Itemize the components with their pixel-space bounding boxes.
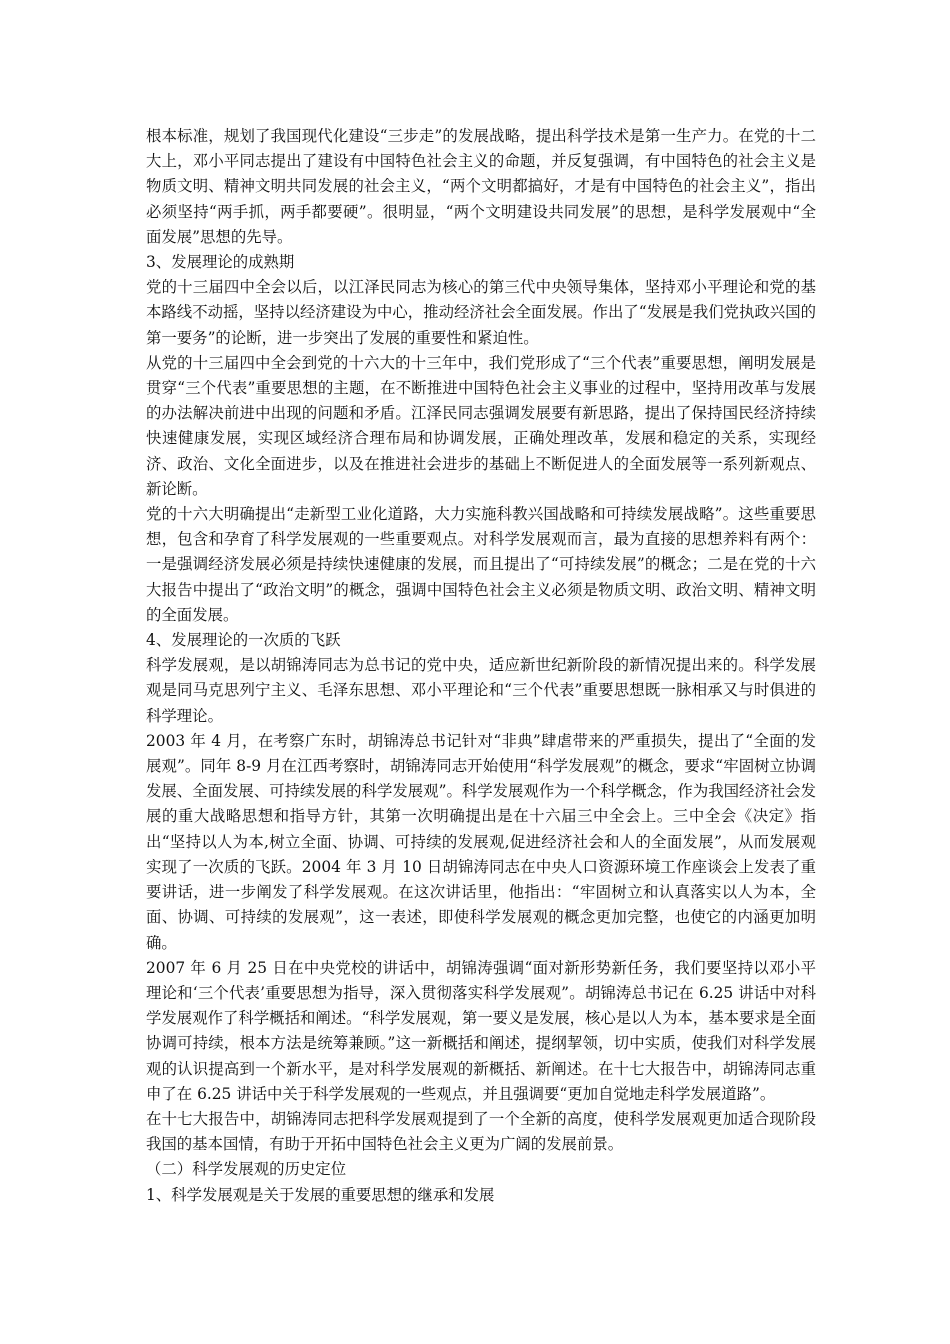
- heading-inheritance-development: 1、科学发展观是关于发展的重要思想的继承和发展: [146, 1185, 495, 1204]
- paragraph-fourth-plenum: 党的十三届四中全会以后，以江泽民同志为核心的第三代中央领导集体，坚持邓小平理论和党的基本路线不动摇，坚持以经济建设为中心，推动经济社会全面发展。作出了“发展是我们党执政兴国的第一要务”的论断，进一步突出了发展的重要性和紧迫性。: [146, 278, 816, 347]
- paragraph-2007-speech: 2007 年 6 月 25 日在中央党校的讲话中，胡锦涛强调“面对新形势新任务，我们要坚持以邓小平理论和‘三个代表’重要思想为指导，深入贯彻落实科学发展观”。胡锦涛总书记在 6.25 讲话中对科学发展观作了科学概括和阐述。“科学发展观，第一要义是发展，核心是以人为本，基本要求是全面协调可持续，根本方法是统筹兼顾。”这一新概括和阐述，提纲挈领，切中实质，使我们对科学发展观的认识提高到一个新水平，是对科学发展观的新概括、新阐述。在十七大报告中，胡锦涛同志重申了在 6.25 讲话中关于科学发展观的一些观点，并且强调要“更加自觉地走科学发展道路”。: [146, 958, 816, 1103]
- paragraph-two-civilizations: 根本标准，规划了我国现代化建设“三步走”的发展战略，提出科学技术是第一生产力。在党的十二大上，邓小平同志提出了建设有中国特色社会主义的命题，并反复强调，有中国特色的社会主义是物质文明、精神文明共同发展的社会主义，“两个文明都搞好，才是有中国特色的社会主义”，指出必须坚持“两手抓，两手都要硬”。很明显，“两个文明建设共同发展”的思想，是科学发展观中“全面发展”思想的先导。: [146, 127, 816, 246]
- paragraph-2003-2004-history: 2003 年 4 月，在考察广东时，胡锦涛总书记针对“非典”肆虐带来的严重损失，提出了“全面的发展观”。同年 8-9 月在江西考察时，胡锦涛同志开始使用“科学发展观”的概念，要求“牢固树立协调发展、全面发展、可持续发展的科学发展观”。科学发展观作为一个科学概念，作为我国经济社会发展的重大战略思想和指导方针，其第一次明确提出是在十六届三中全会上。三中全会《决定》指出“坚持以人为本,树立全面、协调、可持续的发展观,促进经济社会和人的全面发展”，从而发展观实现了一次质的飞跃。2004 年 3 月 10 日胡锦涛同志在中央人口资源环境工作座谈会上发表了重要讲话，进一步阐发了科学发展观。在这次讲话里，他指出：“牢固树立和认真落实以人为本，全面、协调、可持续的发展观”，这一表述，即使科学发展观的概念更加完整，也使它的内涵更加明确。: [146, 731, 816, 952]
- paragraph-seventeenth-congress: 在十七大报告中，胡锦涛同志把科学发展观提到了一个全新的高度，使科学发展观更加适合现阶段我国的基本国情，有助于开拓中国特色社会主义更为广阔的发展前景。: [146, 1109, 816, 1154]
- heading-maturity-period: 3、发展理论的成熟期: [146, 253, 295, 272]
- document-body: [146, 124, 816, 1208]
- paragraph-three-represents: 从党的十三届四中全会到党的十六大的十三年中，我们党形成了“三个代表”重要思想，阐明发展是贯穿“三个代表”重要思想的主题，在不断推进中国特色社会主义事业的过程中，坚持用改革与发展的办法解决前进中出现的问题和矛盾。江泽民同志强调发展要有新思路，提出了保持国民经济持续快速健康发展，实现区域经济合理布局和协调发展，正确处理改革，发展和稳定的关系，实现经济、政治、文化全面进步，以及在推进社会进步的基础上不断促进人的全面发展等一系列新观点、新论断。: [146, 353, 816, 498]
- heading-qualitative-leap: 4、发展理论的一次质的飞跃: [146, 631, 341, 650]
- paragraph-sixteenth-congress: 党的十六大明确提出“走新型工业化道路，大力实施科教兴国战略和可持续发展战略”。这些重要思想，包含和孕育了科学发展观的一些重要观点。对科学发展观而言，最为直接的思想养料有两个：一是强调经济发展必须是持续快速健康的发展，而且提出了“可持续发展”的概念；二是在党的十六大报告中提出了“政治文明”的概念，强调中国特色社会主义必须是物质文明、政治文明、精神文明的全面发展。: [146, 505, 816, 624]
- heading-historical-position: （二）科学发展观的历史定位: [146, 1160, 347, 1179]
- paragraph-scientific-outlook-definition: 科学发展观，是以胡锦涛同志为总书记的党中央，适应新世纪新阶段的新情况提出来的。科学发展观是同马克思列宁主义、毛泽东思想、邓小平理论和“三个代表”重要思想既一脉相承又与时俱进的科学理论。: [146, 656, 816, 725]
